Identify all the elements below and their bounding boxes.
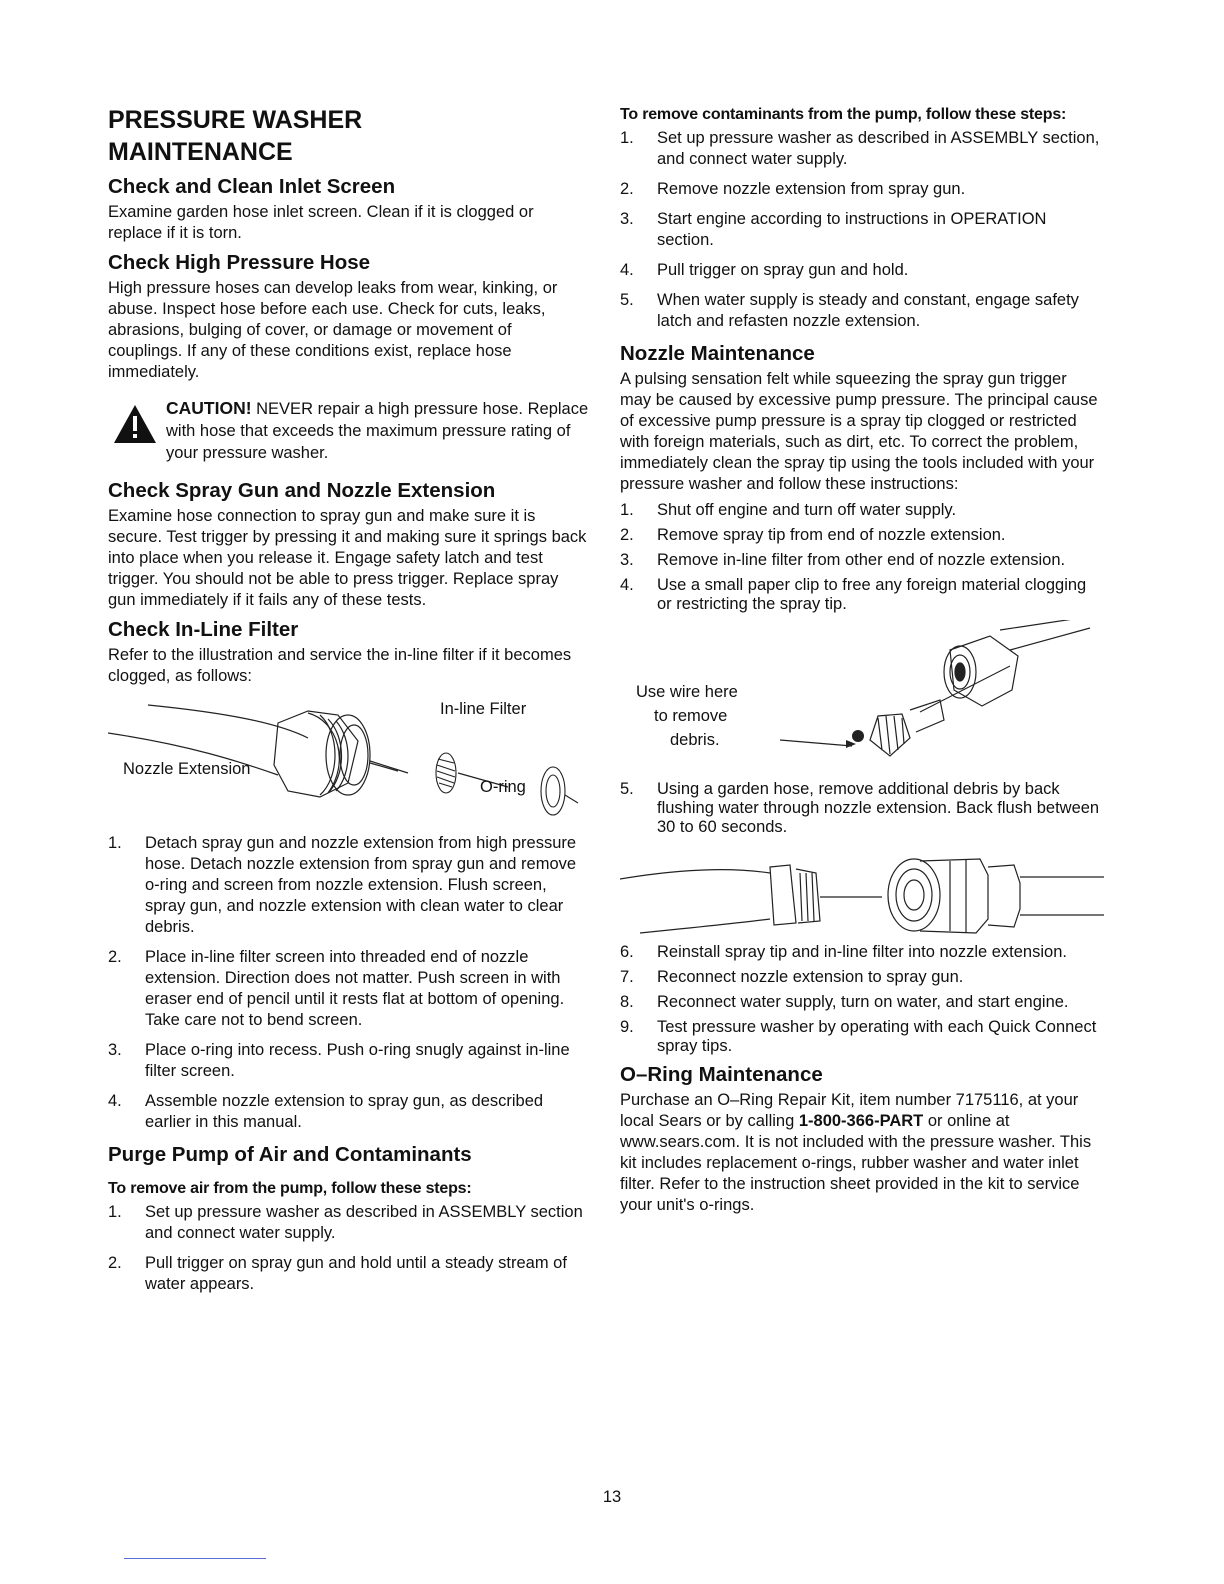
sears-phone: 1-800-366-PART — [798, 1112, 924, 1130]
list-item: 7. Reconnect nozzle extension to spray gun. — [620, 968, 964, 986]
nozzle-steps-b — [620, 780, 1102, 837]
caution-word: CAUTION! — [166, 398, 252, 418]
spray-gun-text: Examine hose connection to spray gun and make sure it is secure. Test trigger by pressing it and making sure it springs back into place when you release it. Engage safety latch and test trigger. You should not be able to press trigger. Replace spray gun immediately if it fails any of these tests. — [108, 507, 587, 609]
spray-tip-diagram — [620, 620, 1102, 780]
list-item: 5. When water supply is steady and constant, engage safety latch and refasten nozzle extension. — [620, 291, 1079, 330]
list-item: 1. Set up pressure washer as described in ASSEMBLY section, and connect water supply. — [620, 129, 1100, 168]
nozzle-extension-label: Nozzle Extension — [123, 760, 251, 778]
list-item: 8. Reconnect water supply, turn on water, and start engine. — [620, 993, 1069, 1011]
page-number: 13 — [602, 1488, 622, 1506]
nozzle-heading: Nozzle Maintenance — [620, 342, 815, 365]
warning-triangle-icon — [112, 403, 158, 451]
inline-filter-steps — [108, 833, 590, 1133]
left-column — [108, 104, 590, 1304]
nozzle-steps-c — [620, 943, 1102, 1056]
right-column — [620, 104, 1102, 1222]
list-item: 4. Use a small paper clip to free any foreign material clogging or restricting the spray tip. — [620, 576, 1087, 613]
nozzle-steps-a — [620, 501, 1102, 614]
oring-text: Purchase an O–Ring Repair Kit, item number 7175116, at your local Sears or by calling 1-800-366-PART or online at www.sears.com. It is not included with the pressure washer. This kit includes replacement o-rings, rubber washer and water inlet filter. Refer to the instruction sheet provided in the kit to service your unit's o-rings. — [620, 1091, 1092, 1214]
list-item: 9. Test pressure washer by operating with each Quick Connect spray tips. — [620, 1018, 1097, 1055]
oring-label: O-ring — [480, 778, 526, 796]
list-item: 3. Remove in-line filter from other end of nozzle extension. — [620, 551, 1066, 569]
page-title: PRESSURE WASHER MAINTENANCE — [108, 106, 363, 166]
list-item: 4. Assemble nozzle extension to spray gun, as described earlier in this manual. — [108, 1092, 544, 1131]
quick-connect-diagram — [620, 843, 1102, 943]
list-item: 2. Remove spray tip from end of nozzle extension. — [620, 526, 1006, 544]
inline-filter-label: In-line Filter — [440, 700, 527, 718]
list-item: 2. Place in-line filter screen into threaded end of nozzle extension. Direction does not matter. Push screen in with eraser end of pencil until it rests flat at bottom of opening. Take care not to bend screen. — [108, 948, 565, 1029]
spray-gun-heading: Check Spray Gun and Nozzle Extension — [108, 479, 496, 502]
bottom-rule — [124, 1558, 266, 1559]
list-item: 1. Detach spray gun and nozzle extension from high pressure hose. Detach nozzle extension from spray gun and remove o-ring and screen from nozzle extension. Flush screen, spray gun, and nozzle extension with clean water to clear debris. — [108, 834, 577, 936]
quick-connect-illustration — [620, 843, 1110, 943]
purge-contaminants-subheading: To remove contaminants from the pump, follow these steps: — [620, 106, 1067, 123]
purge-heading: Purge Pump of Air and Contaminants — [108, 1143, 472, 1166]
inline-filter-diagram — [108, 693, 590, 833]
inline-filter-heading: Check In-Line Filter — [108, 618, 299, 641]
wire-label-line-2: to remove — [654, 707, 728, 725]
list-item: 1. Set up pressure washer as described in ASSEMBLY section and connect water supply. — [108, 1203, 583, 1242]
list-item: 1. Shut off engine and turn off water supply. — [620, 501, 957, 519]
list-item: 5. Using a garden hose, remove additional debris by back flushing water through nozzle extension. Back flush between 30 to 60 seconds. — [620, 780, 1100, 836]
inlet-heading: Check and Clean Inlet Screen — [108, 175, 396, 198]
hose-heading: Check High Pressure Hose — [108, 251, 371, 274]
inlet-text: Examine garden hose inlet screen. Clean if it is clogged or replace if it is torn. — [108, 203, 534, 242]
inline-filter-text: Refer to the illustration and service the in-line filter if it becomes clogged, as follows: — [108, 646, 572, 685]
list-item: 3. Place o-ring into recess. Push o-ring snugly against in-line filter screen. — [108, 1041, 570, 1080]
purge-air-steps — [108, 1202, 590, 1295]
nozzle-text: A pulsing sensation felt while squeezing the spray gun trigger may be caused by excessive pump pressure. The principal cause of excessive pump pressure is a spray tip clogged or restricted with foreign materials, such as dirt, etc. To correct the problem, immediately clean the spray tip using the tools included with your pressure washer and follow these instructions: — [620, 370, 1098, 493]
list-item: 2. Pull trigger on spray gun and hold until a steady stream of water appears. — [108, 1254, 567, 1293]
wire-label-line-1: Use wire here — [636, 683, 738, 701]
caution-text: NEVER repair a high pressure hose. Replace with hose that exceeds the maximum pressure rating of your pressure washer. — [166, 400, 589, 462]
hose-text: High pressure hoses can develop leaks from wear, kinking, or abuse. Inspect hose before each use. Check for cuts, leaks, abrasions, bulging of cover, or damage or movement of couplings. If any of these conditions exist, replace hose immediately. — [108, 279, 558, 381]
caution-box — [108, 397, 590, 464]
list-item: 3. Start engine according to instructions in OPERATION section. — [620, 210, 1047, 249]
list-item: 2. Remove nozzle extension from spray gun. — [620, 180, 966, 198]
wire-label-line-3: debris. — [670, 731, 720, 749]
purge-air-subheading: To remove air from the pump, follow these steps: — [108, 1180, 472, 1197]
oring-heading: O–Ring Maintenance — [620, 1063, 823, 1086]
list-item: 4. Pull trigger on spray gun and hold. — [620, 261, 909, 279]
list-item: 6. Reinstall spray tip and in-line filter into nozzle extension. — [620, 943, 1067, 961]
purge-contaminants-steps — [620, 128, 1102, 332]
